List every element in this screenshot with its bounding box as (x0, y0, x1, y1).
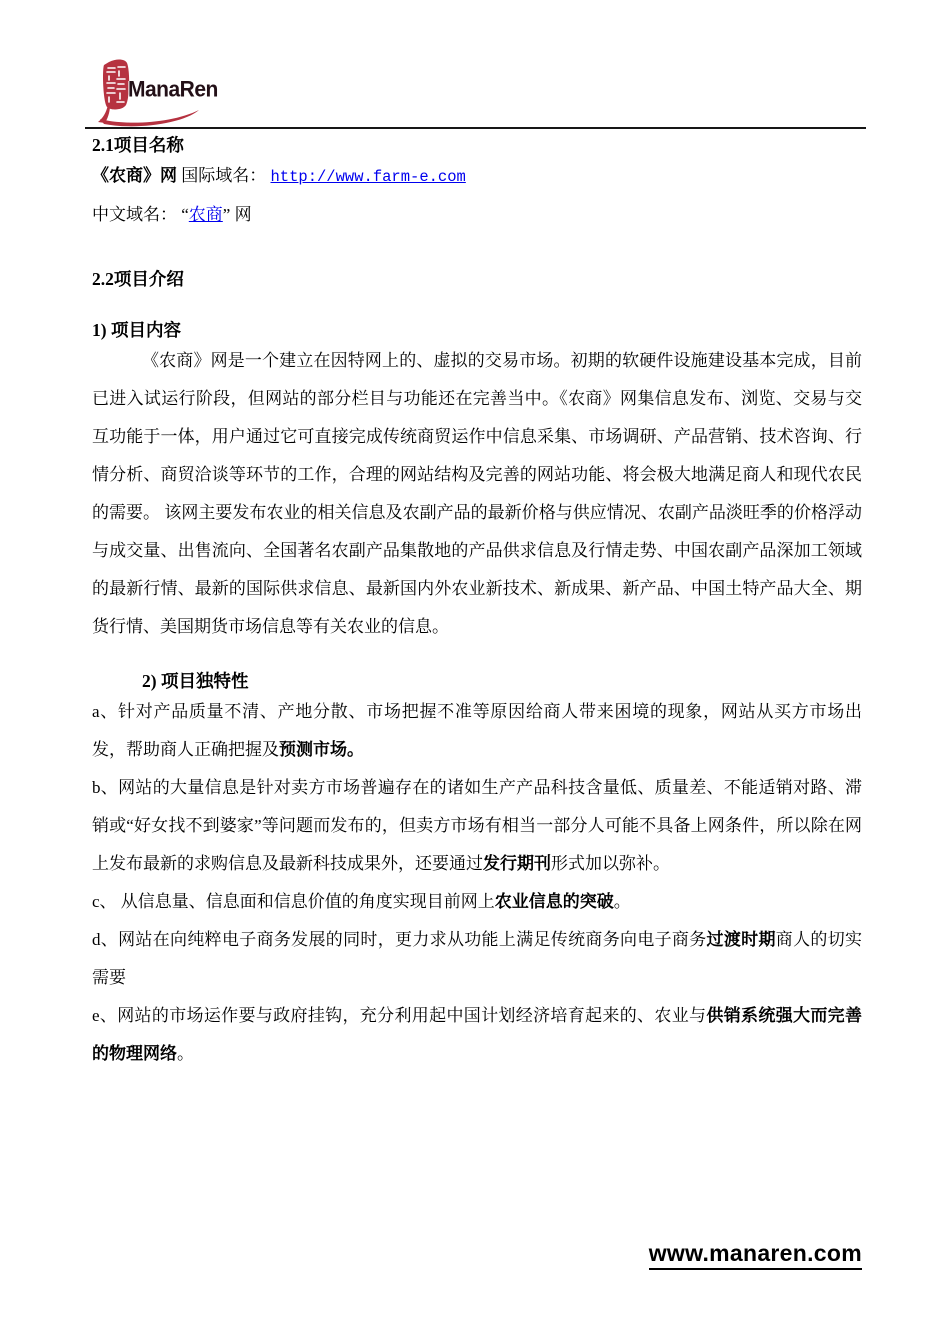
text-run: e、网站的市场运作要与政府挂钩，充分利用起中国计划经济培育起来的、农业与 (92, 1006, 707, 1025)
subsection-title-content: 1) 项目内容 (92, 320, 181, 340)
text-run: 形式加以弥补。 (551, 854, 670, 873)
section-title-2-2: 2.2项目介绍 (92, 269, 184, 289)
paragraph-project-content (92, 342, 862, 646)
text-run: d、网站在向纯粹电子商务发展的同时，更力求从功能上满足传统商务向电子商务 (92, 930, 707, 949)
text-run: c、 从信息量、信息面和信息价值的角度实现目前网上 (92, 892, 495, 911)
paragraph-d (92, 921, 862, 997)
chinese-domain-line (92, 196, 862, 234)
text-run: 中文域名： “ (92, 205, 189, 224)
text-run: a、针对产品质量不清、产地分散、市场把握不准等原因给商人带来困境的现象，网站从买方市场出发，帮助商人正确把握及 (92, 702, 862, 759)
text-run: 商人的切实需要 (92, 930, 863, 987)
brand-text: ManaRen (128, 77, 218, 102)
text-run: 预测市场。 (279, 740, 364, 759)
section-title-2-1: 2.1项目名称 (92, 135, 184, 155)
paragraph-e (92, 997, 862, 1073)
text-run: 国际域名： (177, 166, 271, 185)
text-run: b、网站的大量信息是针对卖方市场普遍存在的诸如生产产品科技含量低、质量差、不能适销对路、滞销或“好女找不到婆家”等问题而发布的，但卖方市场有相当一部分人可能不具备上网条件，所以除在网上发布最新的求购信息及最新科技成果外，还要通过 (92, 778, 862, 873)
text-run: 过渡时期 (706, 930, 776, 949)
text-run: 。 (177, 1044, 194, 1063)
hyperlink[interactable]: http://www.farm-e.com (270, 168, 466, 186)
text-run: 供销系统强大而完善的物理网络 (92, 1006, 863, 1063)
text-run: 农业信息的突破 (494, 892, 614, 911)
paragraph-a (92, 693, 862, 769)
letterhead-divider (85, 127, 866, 129)
project-name-line (92, 157, 862, 196)
subsection-title-uniqueness: 2) 项目独特性 (142, 671, 249, 691)
paragraph-b (92, 769, 862, 883)
text-run: 。 (613, 892, 631, 911)
paragraph-c (92, 883, 862, 921)
text-run: ” 网 (222, 205, 252, 224)
text-run: 《农商》网 (92, 166, 177, 185)
footer-site-url[interactable]: www.manaren.com (649, 1240, 862, 1270)
text-run: 《农商》网是一个建立在因特网上的、虚拟的交易市场。初期的软硬件设施建设基本完成，目前已进入试运行阶段，但网站的部分栏目与功能还在完善当中。《农商》网集信息发布、浏览、交易与交互功能于一体，用户通过它可直接完成传统商贸运作中信息采集、市场调研、产品营销、技术咨询、行情分析、商贸洽谈等环节的工作，合理的网站结构及完善的网站功能、将会极大地满足商人和现代农民的需要。 该网主要发布农业的相关信息及农副产品的最新价格与供应情况、农副产品淡旺季的价格浮动与成交量、出售流向、全国著名农副产品集散地的产品供求信息及行情走势、中国农副产品深加工领域的最新行情、最新的国际供求信息、最新国内外农业新技术、新成果、新产品、中国土特产品大全、期货行情、美国期货市场信息等有关农业的信息。 (92, 351, 862, 636)
brand-logo (95, 57, 245, 123)
text-run: 发行期刊 (483, 854, 551, 873)
hyperlink[interactable]: 农商 (188, 205, 223, 224)
